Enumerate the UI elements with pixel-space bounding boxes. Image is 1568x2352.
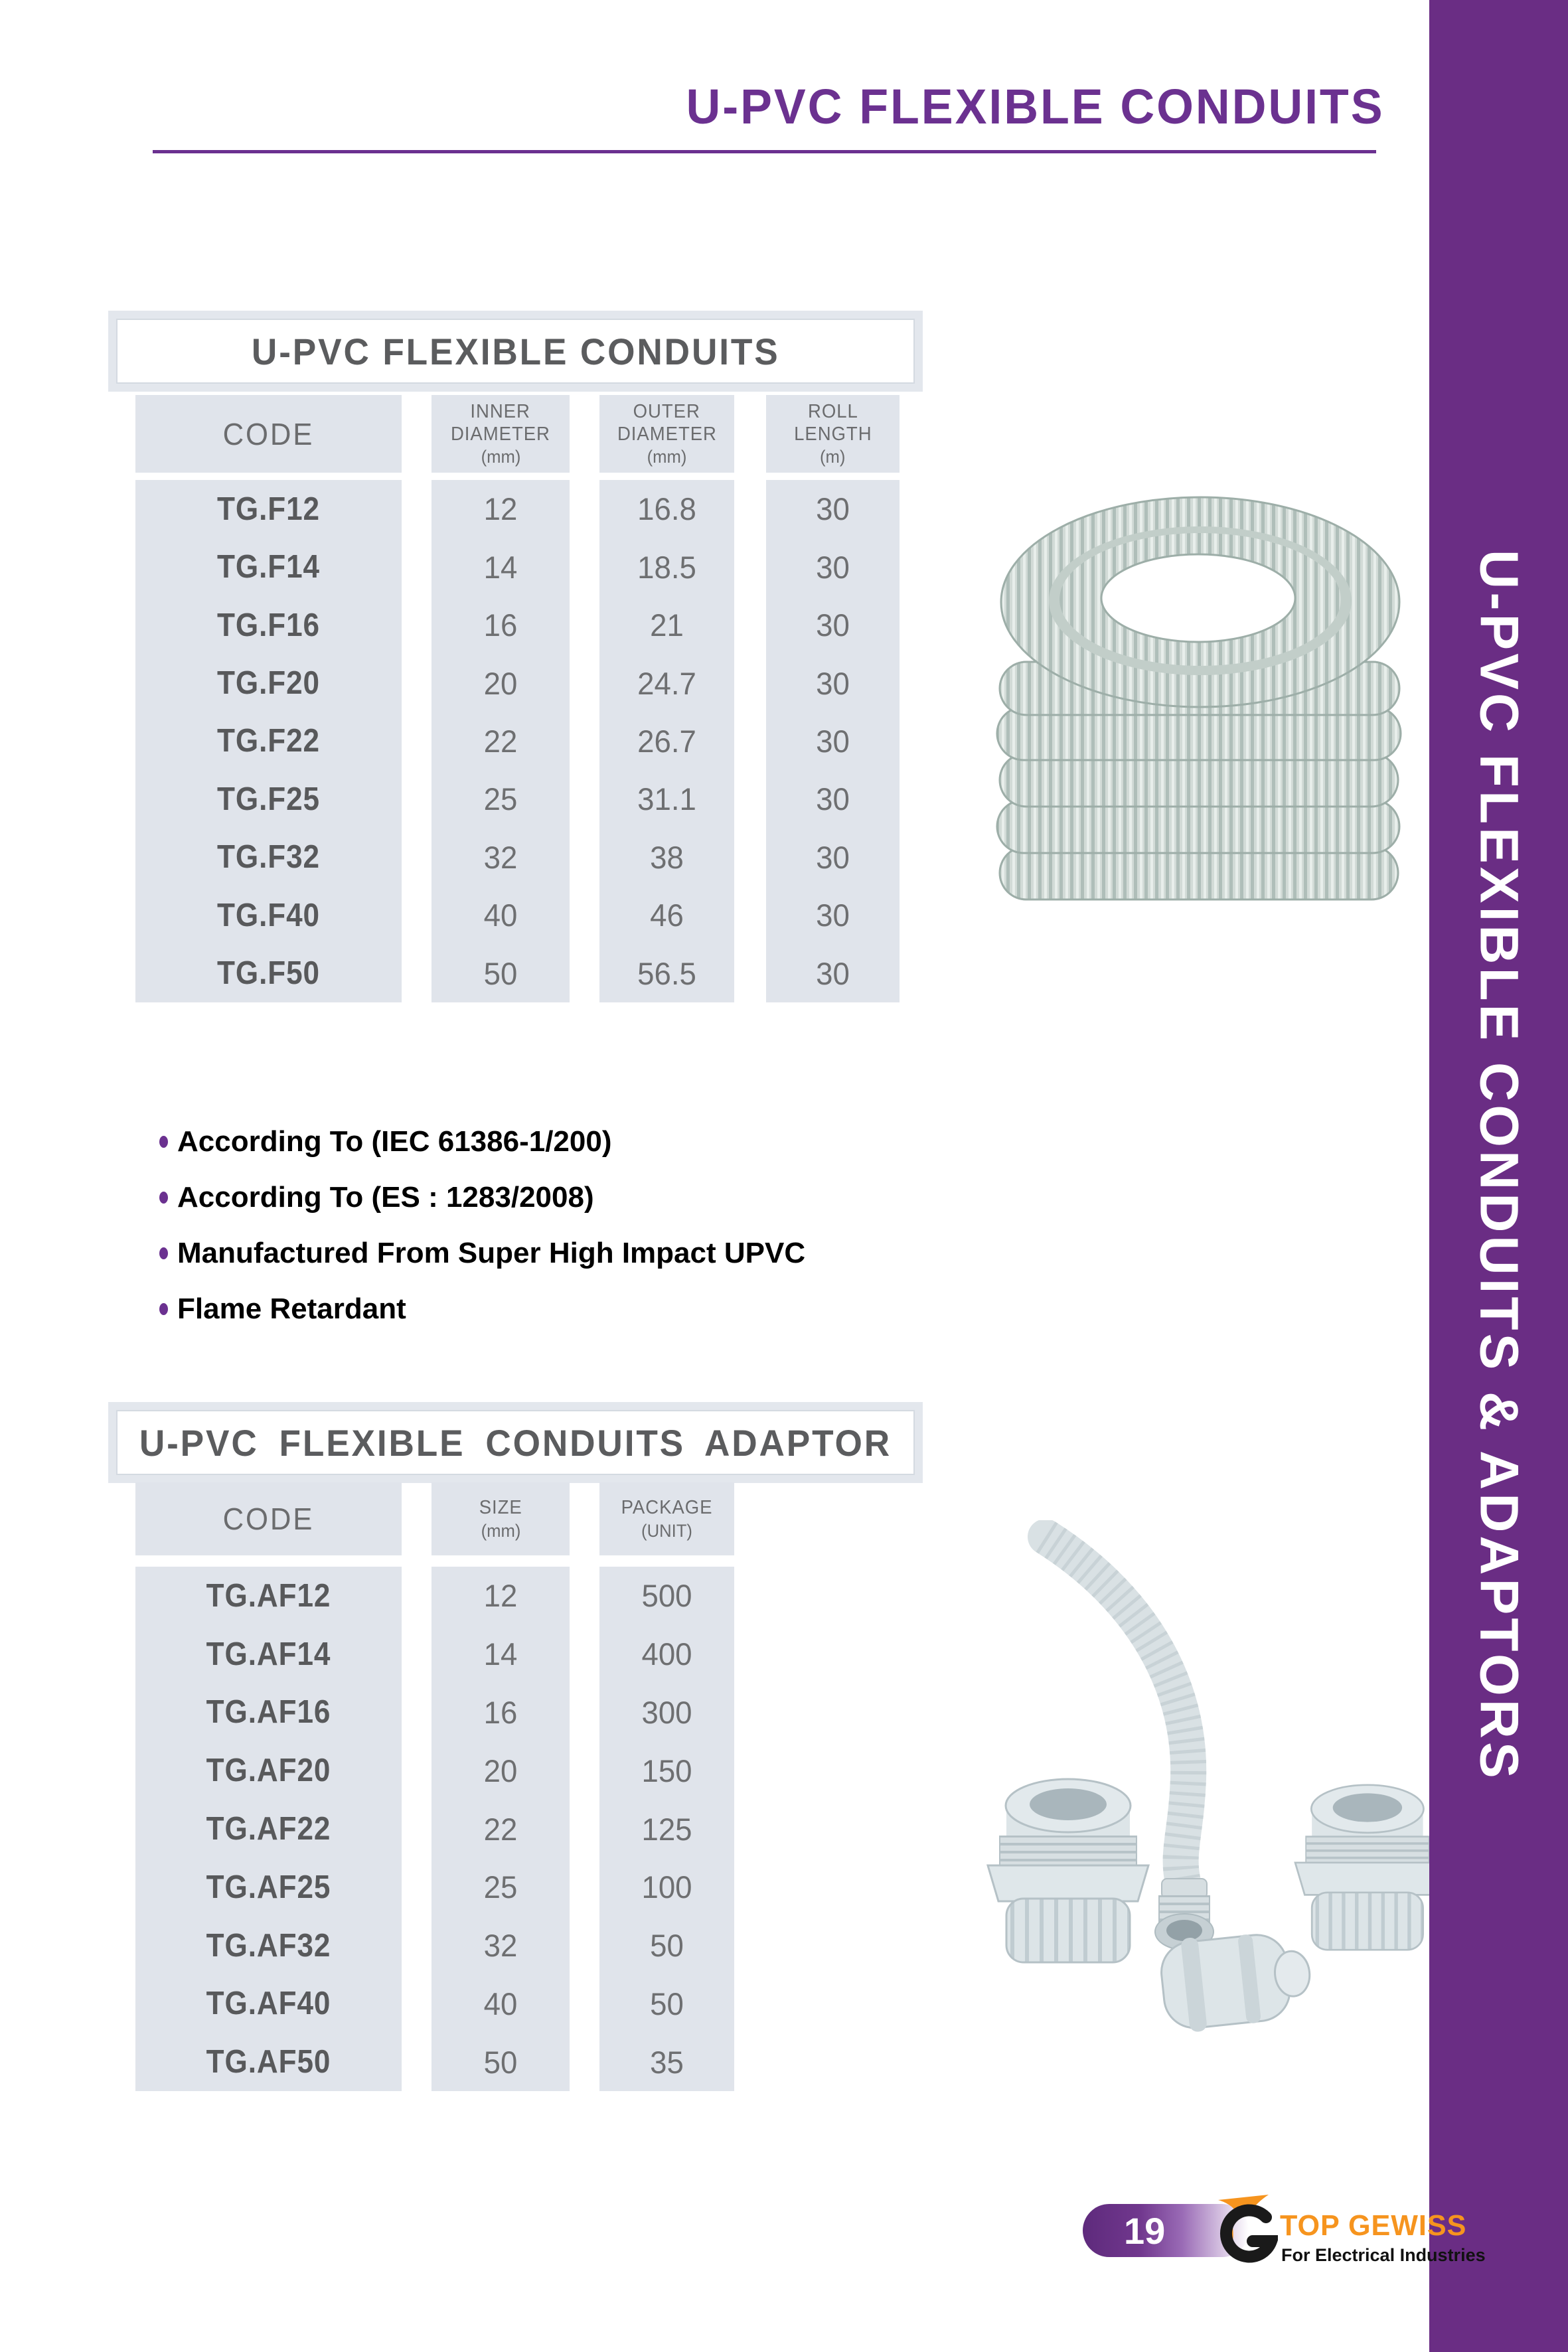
conduit-coil-illustration — [996, 488, 1407, 903]
table-cell: 30 — [816, 781, 850, 817]
table-cell: TG.AF22 — [206, 1811, 331, 1847]
conduits-col-header-roll-length — [766, 395, 900, 473]
col-label: SIZE — [479, 1497, 522, 1519]
table-cell: TG.F25 — [217, 781, 320, 817]
feature-text: Flame Retardant — [177, 1293, 406, 1325]
table-cell: TG.AF20 — [206, 1753, 331, 1789]
table-cell: 56.5 — [637, 955, 696, 991]
table-cell: TG.AF50 — [206, 2044, 331, 2080]
table-cell: 30 — [816, 549, 850, 585]
table-cell: 30 — [816, 723, 850, 759]
table-cell: 22 — [483, 1811, 518, 1847]
page-title: U-PVC FLEXIBLE CONDUITS — [686, 79, 1384, 134]
brand-tagline: For Electrical Industries — [1281, 2245, 1486, 2265]
table-cell: 30 — [816, 491, 850, 527]
table-cell: 46 — [650, 898, 684, 933]
list-item — [159, 1225, 805, 1281]
table-cell: TG.F16 — [217, 607, 320, 643]
adaptor-section-title: U-PVC FLEXIBLE CONDUITS ADAPTOR — [139, 1421, 892, 1464]
sidebar — [1429, 0, 1568, 2352]
table-cell: 30 — [816, 839, 850, 875]
col-label: DIAMETER — [451, 424, 550, 445]
col-label: PACKAGE — [621, 1497, 713, 1519]
adaptor-col-header-size — [431, 1482, 570, 1555]
col-label: INNER — [470, 400, 531, 422]
conduits-col-header-outer-diameter — [599, 395, 734, 473]
table-cell: 500 — [641, 1578, 692, 1614]
adaptor-col-header-package — [599, 1482, 734, 1555]
table-cell: 14 — [483, 549, 518, 585]
table-cell: 30 — [816, 955, 850, 991]
adaptor-section-header — [108, 1402, 923, 1483]
adaptor-photo — [963, 1520, 1441, 2045]
bullet-icon — [159, 1247, 168, 1259]
conduits-section-header — [108, 311, 923, 392]
conduits-section-header-inner — [116, 319, 915, 384]
list-item — [159, 1170, 805, 1225]
table-cell: 20 — [483, 1753, 518, 1788]
col-unit: (mm) — [481, 447, 520, 467]
list-item — [159, 1281, 805, 1337]
table-cell: TG.F40 — [217, 897, 320, 933]
table-cell: 30 — [816, 607, 850, 643]
adaptor-column-code — [135, 1567, 402, 2091]
col-label: DIAMETER — [617, 424, 717, 445]
col-unit: (mm) — [647, 447, 687, 467]
table-cell: 35 — [650, 2044, 684, 2080]
table-cell: 400 — [641, 1636, 692, 1672]
table-cell: TG.AF25 — [206, 1869, 331, 1905]
table-cell: 18.5 — [637, 549, 696, 585]
page-number: 19 — [1124, 2209, 1166, 2252]
table-cell: 30 — [816, 898, 850, 933]
col-unit: (UNIT) — [641, 1520, 692, 1541]
title-underline — [153, 150, 1376, 153]
table-cell: 25 — [483, 781, 518, 817]
table-cell: 40 — [483, 1986, 518, 2021]
col-label: LENGTH — [793, 424, 872, 445]
table-cell: TG.AF12 — [206, 1577, 331, 1614]
brand-logo — [1217, 2191, 1486, 2277]
bullet-icon — [159, 1192, 168, 1204]
table-cell: 20 — [483, 665, 518, 701]
table-cell: 50 — [483, 2044, 518, 2080]
table-cell: 125 — [641, 1811, 692, 1847]
table-cell: 40 — [483, 898, 518, 933]
table-cell: 50 — [650, 1928, 684, 1964]
tg-logo-icon — [1217, 2193, 1278, 2268]
list-item — [159, 1114, 805, 1170]
table-cell: TG.F12 — [217, 491, 320, 527]
col-label: ROLL — [807, 400, 858, 422]
bullet-icon — [159, 1136, 168, 1148]
col-label: OUTER — [633, 400, 701, 422]
feature-text: According To (ES : 1283/2008) — [177, 1181, 594, 1214]
table-cell: 32 — [483, 1928, 518, 1964]
table-cell: 12 — [483, 491, 518, 527]
conduits-section-title: U-PVC FLEXIBLE CONDUITS — [251, 330, 780, 372]
table-cell: 38 — [650, 839, 684, 875]
table-cell: 24.7 — [637, 665, 696, 701]
adaptor-illustration — [963, 1520, 1441, 2045]
table-cell: 16.8 — [637, 491, 696, 527]
table-cell: TG.AF16 — [206, 1694, 331, 1731]
col-label: CODE — [222, 416, 315, 451]
table-cell: TG.F22 — [217, 723, 320, 759]
feature-text: Manufactured From Super High Impact UPVC — [177, 1237, 806, 1269]
adaptor-column-size — [431, 1567, 570, 2091]
table-cell: 25 — [483, 1869, 518, 1905]
table-cell: 21 — [650, 607, 684, 643]
feature-list — [159, 1114, 805, 1337]
table-cell: 50 — [483, 955, 518, 991]
conduits-column-code — [135, 480, 402, 1002]
adaptor-column-package — [599, 1567, 734, 2091]
adaptor-section-header-inner — [116, 1410, 915, 1475]
table-cell: 14 — [483, 1636, 518, 1672]
col-unit: (mm) — [481, 1520, 520, 1541]
table-cell: TG.F20 — [217, 665, 320, 702]
table-cell: 50 — [650, 1986, 684, 2021]
table-cell: 22 — [483, 723, 518, 759]
table-cell: 32 — [483, 839, 518, 875]
conduits-col-header-code — [135, 395, 402, 473]
table-cell: TG.F50 — [217, 955, 320, 992]
table-cell: 100 — [641, 1869, 692, 1905]
table-cell: 300 — [641, 1694, 692, 1730]
table-cell: 16 — [483, 1694, 518, 1730]
table-cell: 30 — [816, 665, 850, 701]
table-cell: TG.AF40 — [206, 1986, 331, 2022]
table-cell: TG.F32 — [217, 839, 320, 876]
col-unit: (m) — [820, 447, 846, 467]
table-cell: 16 — [483, 607, 518, 643]
conduits-column-outer-diameter — [599, 480, 734, 1002]
conduit-coil-photo — [996, 488, 1407, 903]
table-cell: 150 — [641, 1753, 692, 1788]
feature-text: According To (IEC 61386-1/200) — [177, 1125, 612, 1158]
sidebar-vertical-title: U-PVC FLEXIBLE CONDUITS & ADAPTORS — [1468, 550, 1529, 1782]
conduits-column-roll-length — [766, 480, 900, 1002]
bullet-icon — [159, 1303, 168, 1315]
brand-name: TOP GEWISS — [1280, 2209, 1467, 2242]
adaptor-col-header-code — [135, 1482, 402, 1555]
table-cell: TG.AF32 — [206, 1927, 331, 1964]
table-cell: 31.1 — [637, 781, 696, 817]
table-cell: 12 — [483, 1578, 518, 1614]
conduits-col-header-inner-diameter — [431, 395, 570, 473]
conduits-column-inner-diameter — [431, 480, 570, 1002]
table-cell: 26.7 — [637, 723, 696, 759]
table-cell: TG.AF14 — [206, 1636, 331, 1672]
table-cell: TG.F14 — [217, 549, 320, 586]
col-label: CODE — [222, 1502, 315, 1536]
